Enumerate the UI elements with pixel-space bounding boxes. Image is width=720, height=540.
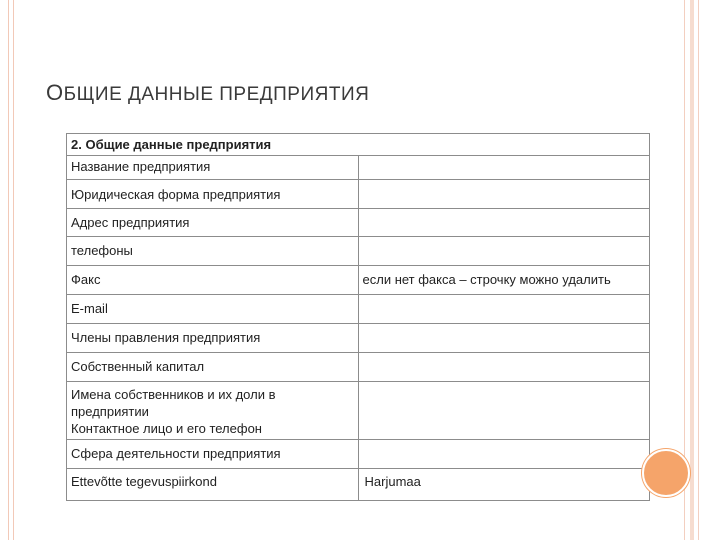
table-row — [67, 156, 650, 180]
row-label: Ettevõtte tegevuspiirkond — [67, 469, 359, 501]
row-value — [358, 382, 650, 440]
table-row — [67, 266, 650, 295]
row-label: Члены правления предприятия — [67, 324, 359, 353]
row-value: если нет факса – строчку можно удалить — [358, 266, 650, 295]
row-label: Факс — [67, 266, 359, 295]
table-row — [67, 440, 650, 469]
row-value — [358, 209, 650, 237]
slide-title — [46, 80, 369, 106]
table-row — [67, 469, 650, 501]
company-data-table — [66, 133, 650, 501]
row-label: телефоны — [67, 237, 359, 266]
row-value: Harjumaa — [358, 469, 650, 501]
table-row — [67, 180, 650, 209]
row-label — [67, 382, 359, 440]
slide-title-rest: БЩИЕ ДАННЫЕ ПРЕДПРИЯТИЯ — [63, 84, 370, 105]
table-row — [67, 353, 650, 382]
row-value — [358, 180, 650, 209]
slide-frame-right-band — [690, 0, 694, 540]
decorative-circle — [642, 449, 690, 497]
row-label: E-mail — [67, 295, 359, 324]
table-row — [67, 209, 650, 237]
table-header-row — [67, 134, 650, 156]
table-row — [67, 324, 650, 353]
row-value — [358, 237, 650, 266]
row-label: Название предприятия — [67, 156, 359, 180]
row-value — [358, 440, 650, 469]
row-label-text-secondary: Контактное лицо и его телефон — [71, 421, 262, 436]
row-value — [358, 324, 650, 353]
row-label: Собственный капитал — [67, 353, 359, 382]
table-header: 2. Общие данные предприятия — [67, 134, 650, 156]
table-row — [67, 382, 650, 440]
row-value — [358, 295, 650, 324]
row-value — [358, 353, 650, 382]
slide-title-initial: О — [46, 80, 64, 105]
slide-frame-left — [8, 0, 14, 540]
row-value — [358, 156, 650, 180]
row-label-text: Имена собственников и их доли в предприятии — [71, 387, 276, 419]
row-label: Адрес предприятия — [67, 209, 359, 237]
row-label: Юридическая форма предприятия — [67, 180, 359, 209]
table-row — [67, 237, 650, 266]
table-row — [67, 295, 650, 324]
row-label: Сфера деятельности предприятия — [67, 440, 359, 469]
slide-frame-right-line-outer — [698, 0, 699, 540]
